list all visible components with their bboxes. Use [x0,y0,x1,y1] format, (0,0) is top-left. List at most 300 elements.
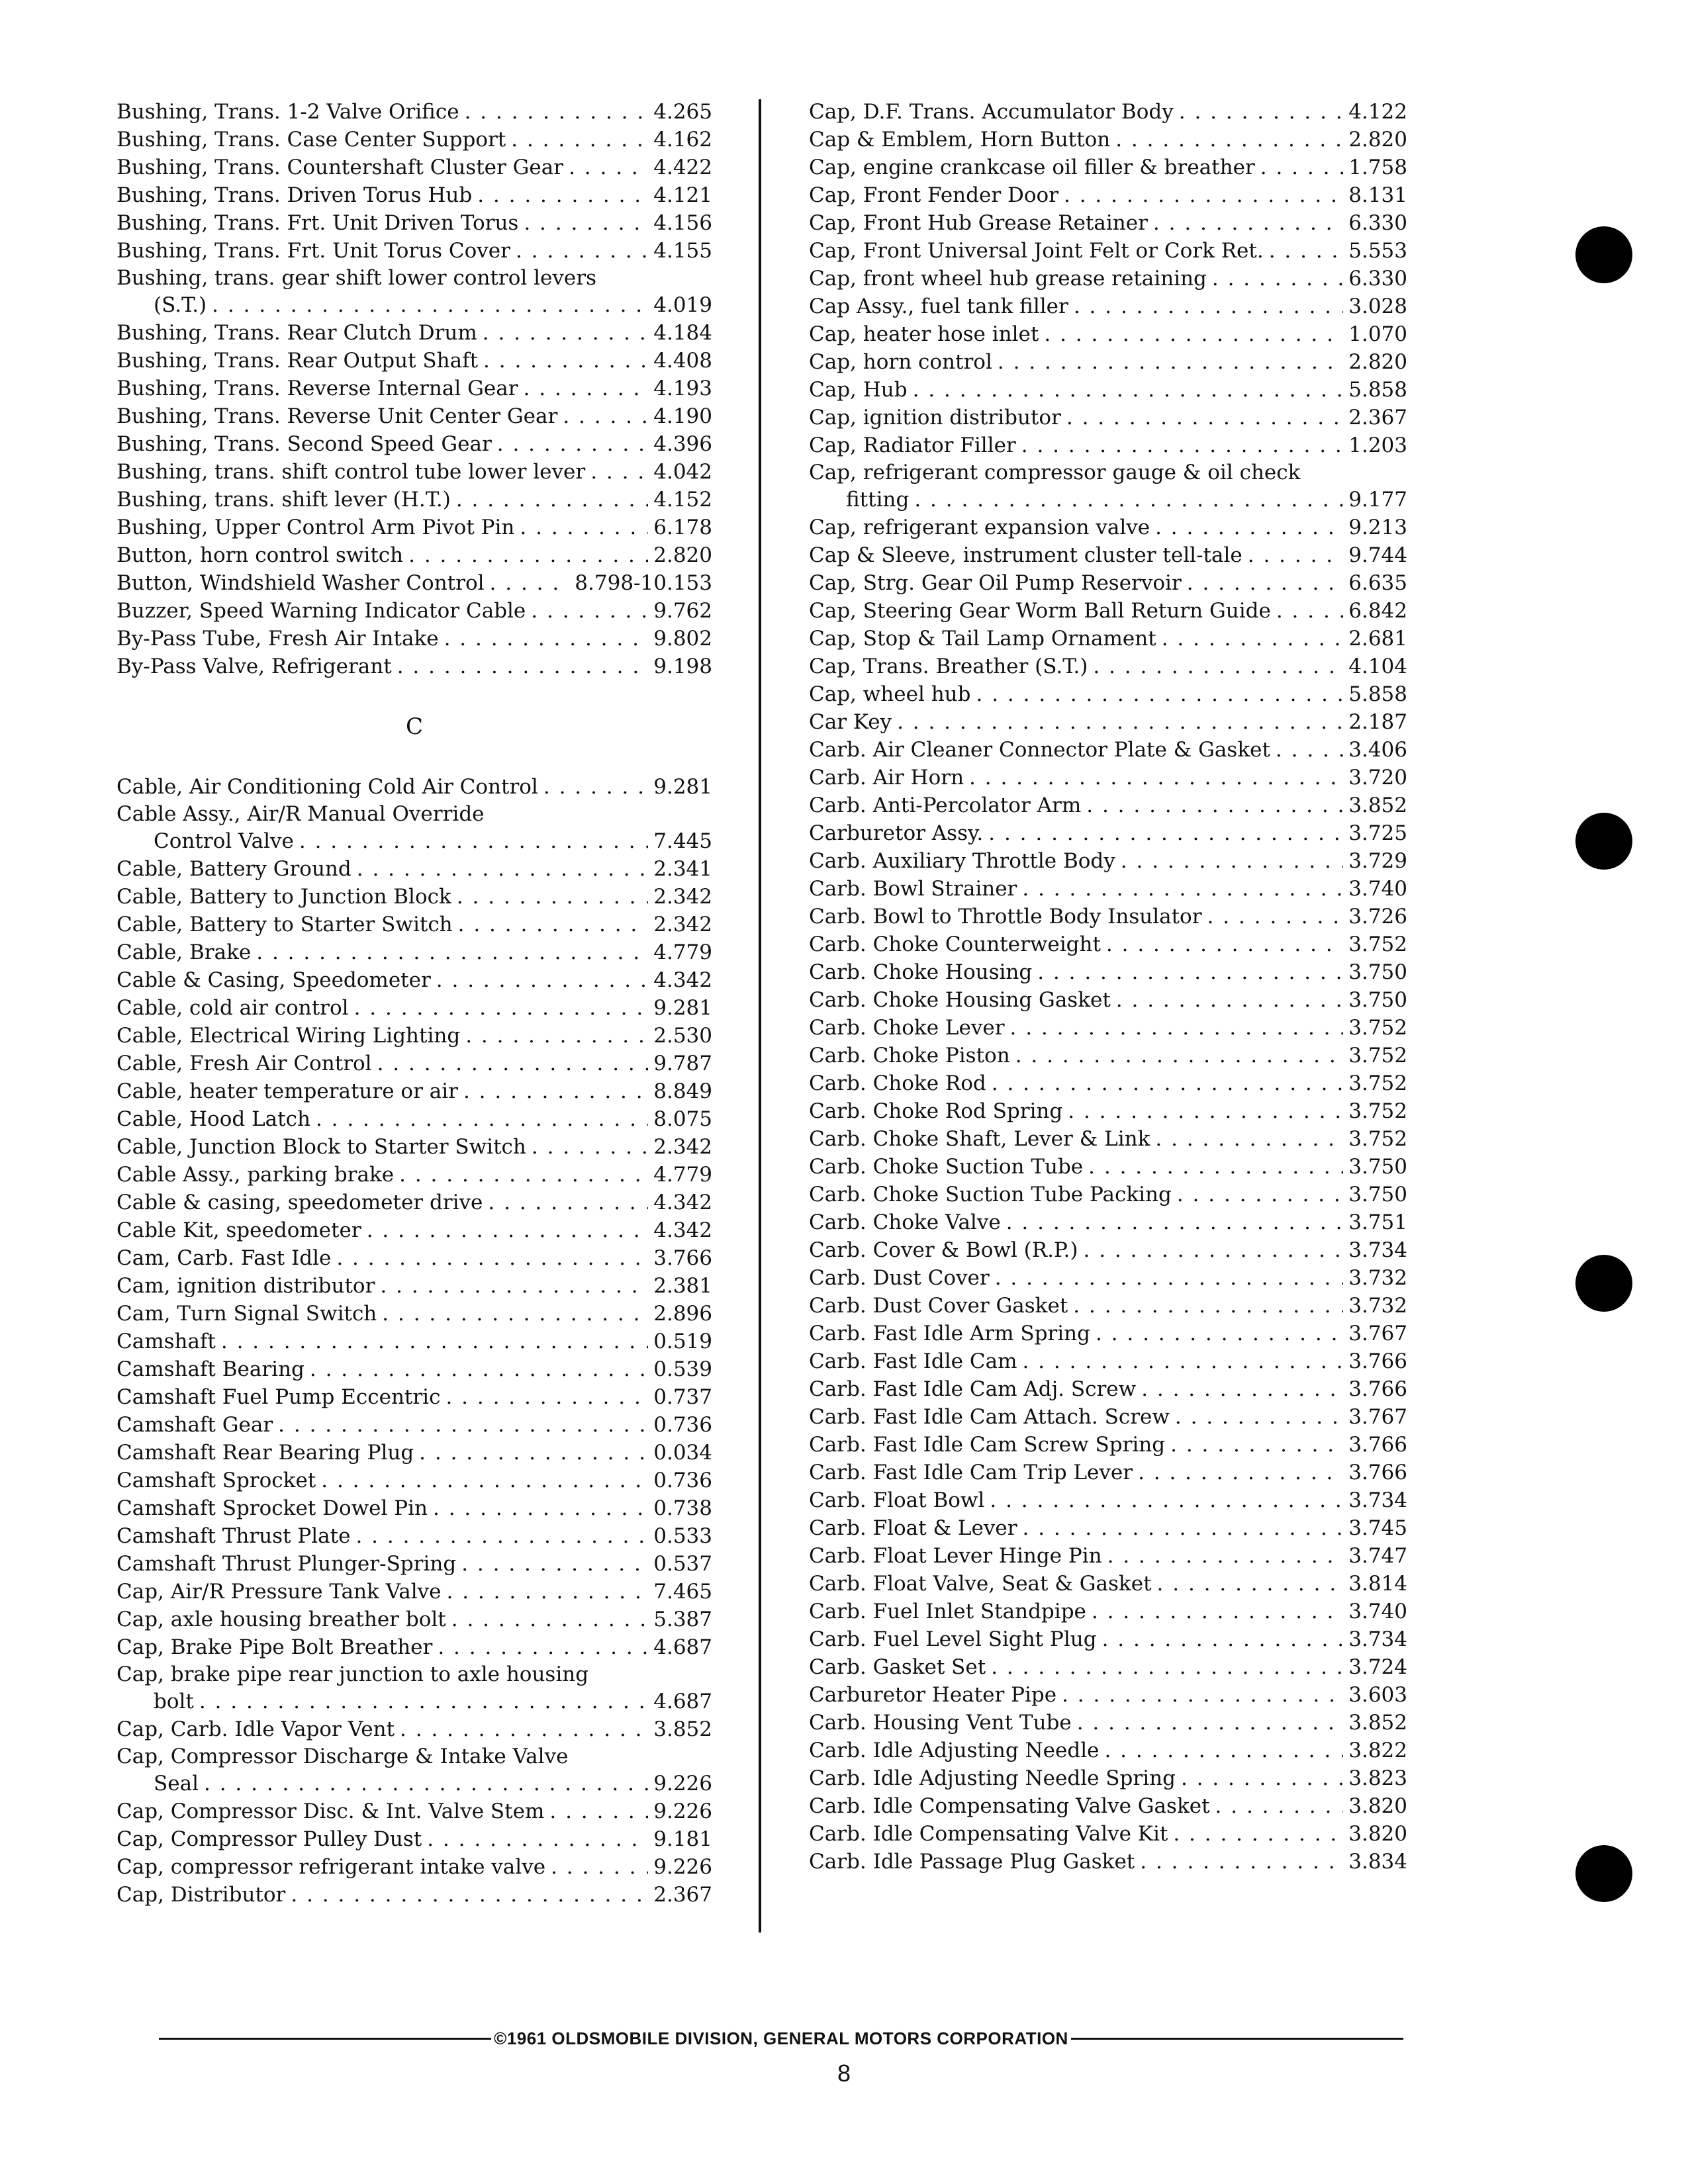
index-entry [117,653,712,680]
dot-leader [380,1272,648,1300]
entry-name: Cap, Trans. Breather (S.T.) [809,655,1088,678]
index-entry [809,1431,1407,1459]
dot-leader [1092,1598,1343,1625]
entry-page-ref: 3.720 [1348,766,1407,790]
index-entry [809,237,1407,265]
index-entry [117,375,712,402]
copyright-text: ©1961 OLDSMOBILE DIVISION, GENERAL MOTORS CORPORATION [494,2028,1068,2048]
dot-leader [291,1881,648,1909]
entry-page-ref: 0.736 [653,1413,712,1437]
dot-leader [1248,541,1344,569]
index-entry-line1: Cable Assy., Air/R Manual Override [117,802,485,826]
entry-name: Cap, Distributor [117,1883,286,1907]
entry-name: Carb. Fast Idle Cam Attach. Screw [809,1405,1170,1429]
entry-name: Bushing, Trans. Second Speed Gear [117,432,492,456]
dot-leader [400,1715,648,1743]
entry-name: Carburetor Heater Pipe [809,1683,1057,1707]
entry-page-ref: 6.842 [1348,599,1407,623]
entry-page-ref: 2.342 [653,885,712,909]
entry-page-ref: 4.190 [653,404,712,428]
index-entry [117,1328,712,1355]
entry-page-ref: 9.802 [653,627,712,651]
entry-page-ref: 9.181 [653,1827,712,1851]
dot-leader [1093,653,1343,680]
entry-page-ref: 3.603 [1348,1683,1407,1707]
entry-page-ref: 4.152 [653,488,712,512]
entry-name: Control Valve [154,829,294,853]
index-entry [117,1853,712,1881]
entry-name: Camshaft Thrust Plate [117,1524,351,1548]
dot-leader [1181,1764,1343,1792]
dot-leader [1121,847,1343,875]
index-entry [117,1355,712,1383]
index-entry [117,1272,712,1300]
index-entry [809,1264,1407,1292]
dot-leader [488,1189,648,1216]
dot-leader [995,1264,1344,1292]
right-index-column [809,98,1407,1876]
entry-name: Cap, Carb. Idle Vapor Vent [117,1717,395,1741]
entry-name: Cable, Junction Block to Starter Switch [117,1135,526,1159]
index-entry [117,1439,712,1467]
dot-leader [444,625,649,653]
dot-leader [451,1606,649,1633]
entry-name: Bushing, Trans. Case Center Support [117,128,506,152]
entry-name: Bushing, trans. shift lever (H.T.) [117,488,451,512]
entry-name: Camshaft Gear [117,1413,273,1437]
entry-page-ref: 4.687 [653,1635,712,1659]
dot-leader [427,1825,648,1853]
index-entry [809,320,1407,348]
binder-hole [1575,226,1632,283]
index-entry [117,1633,712,1661]
entry-page-ref: 3.766 [1348,1461,1407,1484]
dot-leader [419,1439,648,1467]
entry-page-ref: 3.766 [653,1246,712,1270]
entry-name: Camshaft Fuel Pump Eccentric [117,1385,441,1409]
entry-page-ref: 0.537 [653,1552,712,1576]
dot-leader [299,827,648,855]
index-entry [809,1181,1407,1208]
entry-page-ref: 3.751 [1348,1210,1407,1234]
dot-leader [969,764,1343,792]
entry-page-ref: 3.724 [1348,1655,1407,1679]
entry-page-ref: 0.533 [653,1524,712,1548]
entry-name: Cap, ignition distributor [809,406,1061,430]
entry-name: Cap, refrigerant expansion valve [809,516,1150,539]
entry-name: Bushing, Trans. Frt. Unit Torus Cover [117,239,510,263]
entry-page-ref: 0.738 [653,1496,712,1520]
index-entry [809,653,1407,680]
dot-leader [1106,931,1343,958]
entry-page-ref: 3.750 [1348,1155,1407,1179]
index-entry [809,764,1407,792]
entry-page-ref: 3.766 [1348,1433,1407,1457]
entry-name: fitting [846,488,910,512]
entry-name: Button, Windshield Washer Control [117,571,485,595]
index-entry-line1: Cap, refrigerant compressor gauge & oil check [809,461,1301,484]
entry-name: Carb. Float Valve, Seat & Gasket [809,1572,1152,1596]
index-entry [809,432,1407,459]
index-entry [809,1375,1407,1403]
entry-name: Cap, Strg. Gear Oil Pump Reservoir [809,571,1182,595]
entry-name: Carb. Choke Counterweight [809,933,1101,956]
entry-page-ref: 3.834 [1348,1850,1407,1874]
index-entry [809,1292,1407,1320]
index-entry [117,1383,712,1411]
index-entry [117,1161,712,1189]
index-entry [809,514,1407,541]
dot-leader [1022,875,1343,903]
entry-page-ref: 3.852 [1348,794,1407,817]
entry-name: Carb. Idle Adjusting Needle Spring [809,1766,1176,1790]
index-entry [809,1208,1407,1236]
dot-leader [1115,126,1343,154]
index-entry [809,625,1407,653]
dot-leader [897,708,1343,736]
dot-leader [483,347,648,375]
dot-leader [511,126,648,154]
entry-page-ref: 2.367 [653,1883,712,1907]
entry-page-ref: 4.122 [1348,100,1407,124]
entry-page-ref: 3.732 [1348,1266,1407,1290]
dot-leader [465,1022,648,1050]
index-entry [117,1050,712,1077]
index-entry [117,430,712,458]
entry-name: Carb. Cover & Bowl (R.P.) [809,1238,1078,1262]
dot-leader [1276,736,1343,764]
index-entry [809,293,1407,320]
dot-leader [445,1383,648,1411]
index-entry [117,181,712,209]
entry-page-ref: 8.798-10.153 [575,571,712,595]
index-entry [117,994,712,1022]
entry-page-ref: 4.687 [653,1690,712,1713]
dot-leader [990,1486,1343,1514]
dot-leader [1010,1014,1344,1042]
index-entry [117,154,712,181]
entry-name: Cable, Battery Ground [117,857,352,881]
entry-page-ref: 9.281 [653,996,712,1020]
entry-name: Cam, Turn Signal Switch [117,1302,377,1326]
dot-leader [204,1770,648,1797]
dot-leader [477,181,648,209]
dot-leader [1066,404,1343,432]
dot-leader [461,1550,648,1578]
dot-leader [399,1161,648,1189]
entry-name: Camshaft Sprocket [117,1469,316,1492]
index-entry [117,1522,712,1550]
index-entry [117,1077,712,1105]
entry-name: Cap, Radiator Filler [809,433,1016,457]
entry-page-ref: 3.745 [1348,1516,1407,1540]
dot-leader [1088,1153,1343,1181]
entry-name: Carburetor Assy. [809,821,984,845]
index-entry [117,1133,712,1161]
dot-leader [1096,1320,1343,1347]
entry-name: Cam, ignition distributor [117,1274,375,1298]
entry-page-ref: 7.465 [653,1580,712,1604]
dot-leader [976,680,1344,708]
entry-name: Carb. Float Bowl [809,1488,985,1512]
index-entry [117,1244,712,1272]
dot-leader [357,855,649,883]
entry-name: Cap, engine crankcase oil filler & breather [809,156,1255,179]
dot-leader [1138,1459,1343,1486]
index-entry [117,1494,712,1522]
entry-page-ref: 8.075 [653,1107,712,1131]
entry-page-ref: 3.725 [1348,821,1407,845]
entry-name: Carb. Choke Suction Tube Packing [809,1183,1172,1206]
dot-leader [321,1467,648,1494]
dot-leader [1104,1737,1343,1764]
entry-page-ref: 8.849 [653,1079,712,1103]
index-entry [809,1069,1407,1097]
index-entry [117,98,712,126]
dot-leader [1084,1236,1344,1264]
dot-leader [549,1797,648,1825]
entry-page-ref: 4.342 [653,1218,712,1242]
index-entry [809,792,1407,819]
entry-page-ref: 3.752 [1348,1016,1407,1040]
dot-leader [465,98,649,126]
entry-name: Carb. Idle Passage Plug Gasket [809,1850,1135,1874]
entry-page-ref: 3.820 [1348,1794,1407,1818]
index-entry [809,209,1407,237]
dot-leader [1068,1097,1343,1125]
entry-name: Cable, heater temperature or air [117,1079,458,1103]
dot-leader [1064,181,1343,209]
index-entry [117,1216,712,1244]
entry-page-ref: 3.820 [1348,1822,1407,1846]
entry-page-ref: 3.740 [1348,877,1407,901]
entry-name: Cap, Air/R Pressure Tank Valve [117,1580,442,1604]
entry-name: Carb. Idle Adjusting Needle [809,1739,1100,1762]
index-entry [809,348,1407,376]
entry-page-ref: 3.734 [1348,1627,1407,1651]
entry-page-ref: 4.155 [653,239,712,263]
entry-name: Cable Assy., parking brake [117,1163,395,1187]
index-entry [809,404,1407,432]
entry-name: Cam, Carb. Fast Idle [117,1246,332,1270]
index-entry [117,291,712,319]
dot-leader [199,1688,648,1715]
index-entry [117,569,712,597]
entry-name: Camshaft [117,1330,216,1353]
entry-name: (S.T.) [154,293,207,317]
entry-page-ref: 9.226 [653,1799,712,1823]
entry-name: Button, horn control switch [117,543,404,567]
index-entry [117,1022,712,1050]
entry-page-ref: 5.858 [1348,682,1407,706]
index-entry-line1: Cap, brake pipe rear junction to axle housing [117,1662,589,1686]
entry-name: Camshaft Thrust Plunger-Spring [117,1552,457,1576]
index-entry [117,1797,712,1825]
entry-page-ref: 1.070 [1348,322,1407,346]
entry-name: Cap & Emblem, Horn Button [809,128,1111,152]
entry-name: Carb. Choke Housing Gasket [809,988,1111,1012]
entry-page-ref: 2.342 [653,913,712,936]
dot-leader [991,1653,1343,1681]
entry-name: Carb. Auxiliary Throttle Body [809,849,1115,873]
dot-leader [1162,625,1344,653]
entry-page-ref: 5.553 [1348,239,1407,263]
index-entry [809,680,1407,708]
entry-page-ref: 4.193 [653,377,712,400]
index-entry [809,541,1407,569]
index-entry [809,875,1407,903]
entry-name: Carb. Choke Housing [809,960,1033,984]
dot-leader [408,541,648,569]
entry-page-ref: 4.104 [1348,655,1407,678]
index-entry [809,1542,1407,1570]
index-entry [809,1653,1407,1681]
index-entry [809,597,1407,625]
dot-leader [998,348,1343,376]
column-divider [759,99,761,1933]
dot-leader [438,1633,648,1661]
dot-leader [1173,1820,1343,1848]
entry-name: Carb. Idle Compensating Valve Kit [809,1822,1168,1846]
dot-leader [1074,293,1343,320]
index-entry [809,708,1407,736]
entry-page-ref: 3.750 [1348,1183,1407,1206]
entry-page-ref: 4.162 [653,128,712,152]
index-entry [117,1688,712,1715]
entry-name: Bushing, Trans. 1-2 Valve Orifice [117,100,459,124]
entry-name: Cap, Brake Pipe Bolt Breather [117,1635,433,1659]
entry-name: Carb. Fuel Inlet Standpipe [809,1600,1086,1623]
index-entry [117,1881,712,1909]
entry-page-ref: 4.342 [653,1191,712,1214]
entry-name: Carb. Anti-Percolator Arm [809,794,1082,817]
index-entry [809,819,1407,847]
entry-page-ref: 9.226 [653,1855,712,1879]
index-entry [809,1764,1407,1792]
binder-hole [1575,1255,1632,1312]
entry-name: Carb. Air Cleaner Connector Plate & Gasket [809,738,1270,762]
entry-page-ref: 4.156 [653,211,712,235]
section-letter: C [405,713,423,740]
entry-name: Carb. Dust Cover Gasket [809,1294,1068,1318]
entry-page-ref: 6.330 [1348,211,1407,235]
entry-name: Seal [154,1772,199,1796]
entry-name: Bushing, Trans. Countershaft Cluster Gear [117,156,564,179]
index-entry [809,1681,1407,1709]
entry-name: Cap, horn control [809,350,992,374]
left-entries-bottom [117,773,712,1909]
index-entry [117,966,712,994]
index-entry [117,209,712,237]
index-entry [809,1737,1407,1764]
index-entry [809,1848,1407,1876]
entry-name: Carb. Gasket Set [809,1655,986,1679]
entry-page-ref: 4.396 [653,432,712,456]
index-entry [117,1550,712,1578]
index-entry [117,486,712,514]
dot-leader [524,209,648,237]
dot-leader [463,1077,648,1105]
index-entry [809,1125,1407,1153]
entry-page-ref: 2.381 [653,1274,712,1298]
dot-leader [1207,903,1344,931]
entry-name: Carb. Choke Valve [809,1210,1001,1234]
index-entry-line1: Cap, Compressor Discharge & Intake Valve [117,1745,569,1768]
entry-name: Camshaft Bearing [117,1357,305,1381]
index-entry [809,569,1407,597]
entry-page-ref: 2.820 [1348,350,1407,374]
entry-name: Carb. Bowl Strainer [809,877,1017,901]
dot-leader [367,1216,649,1244]
entry-page-ref: 9.762 [653,599,712,623]
dot-leader [336,1244,648,1272]
entry-name: Carb. Choke Suction Tube [809,1155,1084,1179]
entry-name: Cap & Sleeve, instrument cluster tell-tale [809,543,1243,567]
entry-page-ref: 3.740 [1348,1600,1407,1623]
dot-leader [497,430,648,458]
entry-name: Carb. Choke Rod [809,1071,986,1095]
entry-page-ref: 4.779 [653,1163,712,1187]
dot-leader [551,1853,648,1881]
dot-leader [397,653,649,680]
index-entry [117,625,712,653]
dot-leader [1044,320,1343,348]
entry-name: By-Pass Tube, Fresh Air Intake [117,627,439,651]
entry-name: Carb. Float & Lever [809,1516,1017,1540]
dot-leader [221,1328,648,1355]
dot-leader [516,237,648,265]
entry-name: Camshaft Rear Bearing Plug [117,1441,414,1465]
index-entry [117,773,712,801]
entry-name: Cap, front wheel hub grease retaining [809,267,1207,291]
entry-page-ref: 1.203 [1348,433,1407,457]
entry-page-ref: 2.820 [1348,128,1407,152]
index-entry [809,265,1407,293]
entry-page-ref: 9.281 [653,775,712,799]
entry-name: Cap, Front Hub Grease Retainer [809,211,1148,235]
index-entry [117,1411,712,1439]
entry-name: Bushing, Trans. Reverse Unit Center Gear [117,404,558,428]
index-entry [809,1320,1407,1347]
index-entry [809,1153,1407,1181]
entry-name: Cap, axle housing breather bolt [117,1608,446,1631]
entry-page-ref: 8.131 [1348,183,1407,207]
index-entry [809,1570,1407,1598]
index-entry [809,1514,1407,1542]
index-entry [117,1467,712,1494]
entry-page-ref: 3.767 [1348,1322,1407,1345]
entry-page-ref: 4.184 [653,321,712,345]
dot-leader [436,966,648,994]
entry-name: Cap, D.F. Trans. Accumulator Body [809,100,1174,124]
index-entry [117,126,712,154]
index-entry [117,541,712,569]
entry-name: Cap, Front Fender Door [809,183,1059,207]
index-entry [117,827,712,855]
entry-name: Cable Kit, speedometer [117,1218,361,1242]
entry-name: Carb. Housing Vent Tube [809,1711,1072,1735]
entry-name: Buzzer, Speed Warning Indicator Cable [117,599,526,623]
footer [159,2028,1403,2049]
dot-leader [992,1069,1343,1097]
dot-leader [1086,792,1343,819]
dot-leader [563,402,648,430]
entry-name: Bushing, Upper Control Arm Pivot Pin [117,516,515,539]
entry-name: Carb. Air Horn [809,766,964,790]
entry-name: Carb. Choke Shaft, Lever & Link [809,1127,1150,1151]
index-entry [117,597,712,625]
entry-name: Cap, Stop & Tail Lamp Ornament [809,627,1156,651]
